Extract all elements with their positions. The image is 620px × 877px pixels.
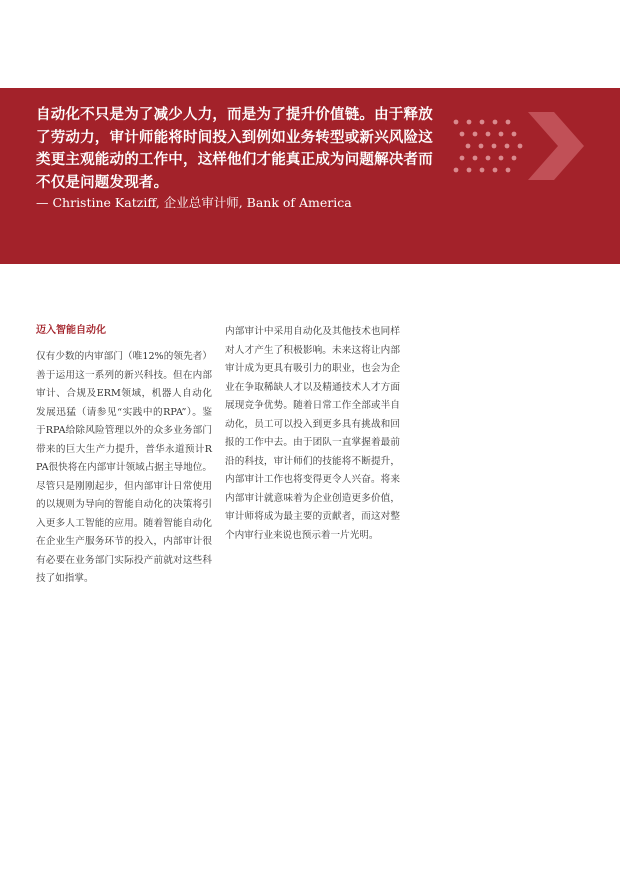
body-text-right-column: 内部审计中采用自动化及其他技术也同样对人才产生了积极影响。未来这将让内部审计成为更具有吸引力的职业，也会为企业在争取稀缺人才以及精通技术人才方面展现竞争优势。随着日常工作全部或半自动化，员工可以投入到更多具有挑战和回报的工作中去。由于团队一直掌握着最前沿的科技，审计师们的技能将不断提升，内部审计工作也将变得更令人兴奋。将来内部审计就意味着为企业创造更多价值，审计师将成为最主要的贡献者，而这对整个内审行业来说也预示着一片光明。 — [225, 326, 400, 541]
pull-quote: 自动化不只是为了减少人力，而是为了提升价值链。由于释放了劳动力，审计师能将时间投入到例如业务转型或新兴风险这类更主观能动的工作中，这样他们才能真正成为问题解决者而不仅是问题发现者。 — [36, 107, 433, 191]
quote-attribution: — Christine Katziff, 企业总审计师, Bank of America — [36, 195, 352, 210]
chevron-arrow-icon — [450, 108, 590, 188]
section-heading: 迈入智能自动化 — [36, 325, 106, 336]
body-text-left-column: 仅有少数的内审部门（唯12%的领先者）善于运用这一系列的新兴科技。但在内部审计、合规及ERM领域，机器人自动化发展迅猛（请参见“实践中的RPA”）。鉴于RPA给除风险管理以外的众多业务部门带来的巨大生产力提升，普华永道预计RPA很快将在内部审计领域占据主导地位。尽管只是刚刚起步，但内部审计日常使用的以规则为导向的智能自动化的决策将引入更多人工智能的应用。随着智能自动化在企业生产服务环节的投入，内部审计很有必要在业务部门实际投产前就对这些科技了如指掌。 — [36, 351, 212, 584]
